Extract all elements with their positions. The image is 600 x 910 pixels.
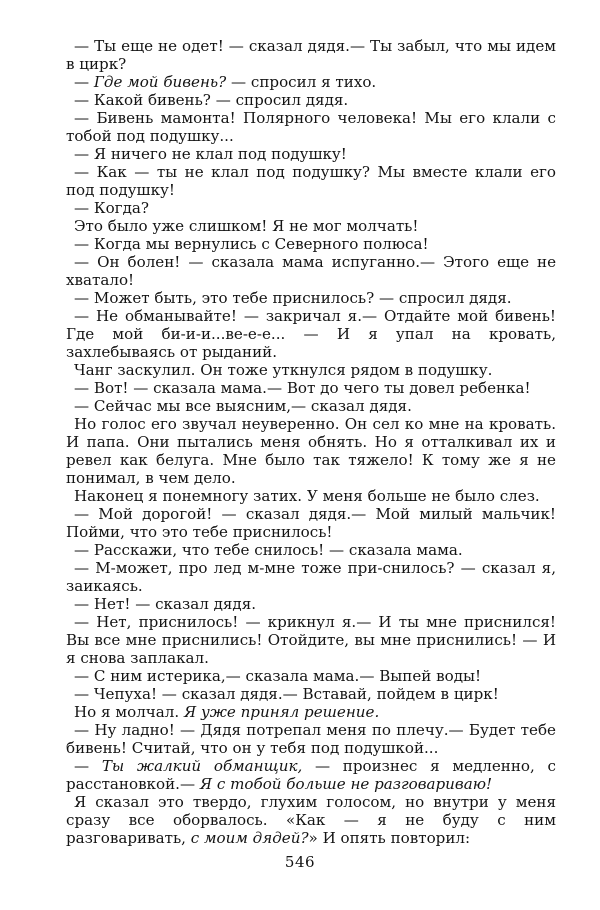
paragraph: — М-может, про лед м-мне тоже при-снилось? — сказал я, заикаясь.	[66, 559, 556, 595]
paragraph: — Сейчас мы все выясним,— сказал дядя.	[74, 397, 412, 415]
paragraph: — Мой дорогой! — сказал дядя.— Мой милый мальчик! Пойми, что это тебе приснилось!	[66, 505, 556, 541]
paragraph: — Как — ты не клал под подушку? Мы вместе клали его под подушку!	[66, 163, 556, 199]
paragraph: Чанг заскулил. Он тоже уткнулся рядом в подушку.	[74, 361, 493, 379]
paragraph: — Ну ладно! — Дядя потрепал меня по плечу.— Будет тебе бивень! Считай, что он у тебя под подушкой...	[66, 721, 556, 757]
paragraph: — Какой бивень? — спросил дядя.	[74, 91, 349, 109]
paragraph: — Расскажи, что тебе снилось! — сказала мама.	[74, 541, 463, 559]
book-page-text	[66, 37, 556, 847]
paragraph: Наконец я понемногу затих. У меня больше не было слез.	[74, 487, 540, 505]
paragraph: — Когда?	[74, 199, 149, 217]
paragraph: Я сказал это твердо, глухим голосом, но внутри у меня сразу все оборвалось. «Как — я не буду с ним разговаривать, с моим дядей?» И опять повторил:	[66, 793, 556, 847]
paragraph: — С ним истерика,— сказала мама.— Выпей воды!	[74, 667, 482, 685]
paragraph: — Ты жалкий обманщик, — произнес я медленно, с расстановкой.— Я с тобой больше не разговариваю!	[66, 757, 556, 793]
page-number: 546	[284, 853, 316, 871]
paragraph: — Бивень мамонта! Полярного человека! Мы его клали с тобой под подушку...	[66, 109, 556, 145]
paragraph: — Он болен! — сказала мама испуганно.— Этого еще не хватало!	[66, 253, 556, 289]
paragraph: — Когда мы вернулись с Северного полюса!	[74, 235, 429, 253]
paragraph: — Вот! — сказала мама.— Вот до чего ты довел ребенка!	[74, 379, 531, 397]
paragraph: — Нет! — сказал дядя.	[74, 595, 257, 613]
paragraph: Но я молчал. Я уже принял решение.	[74, 703, 380, 721]
paragraph: — Может быть, это тебе приснилось? — спросил дядя.	[74, 289, 512, 307]
paragraph: — Ты еще не одет! — сказал дядя.— Ты забыл, что мы идем в цирк?	[66, 37, 556, 73]
paragraph: — Чепуха! — сказал дядя.— Вставай, пойдем в цирк!	[74, 685, 499, 703]
paragraph: Но голос его звучал неуверенно. Он сел ко мне на кровать. И папа. Они пытались меня обнять. Но я отталкивал их и ревел как белуга. Мне было так тяжело! К тому же я не понимал, в чем дело.	[66, 415, 556, 487]
paragraph: — Я ничего не клал под подушку!	[74, 145, 347, 163]
paragraph: — Нет, приснилось! — крикнул я.— И ты мне приснился! Вы все мне приснились! Отойдите, вы мне приснились! — И я снова заплакал.	[66, 613, 556, 667]
paragraph: Это было уже слишком! Я не мог молчать!	[74, 217, 419, 235]
paragraph: — Не обманывайте! — закричал я.— Отдайте мой бивень! Где мой би-и-и...ве-е-е... — И я упал на кровать, захлебываясь от рыданий.	[66, 307, 556, 361]
paragraph: — Где мой бивень? — спросил я тихо.	[74, 73, 377, 91]
